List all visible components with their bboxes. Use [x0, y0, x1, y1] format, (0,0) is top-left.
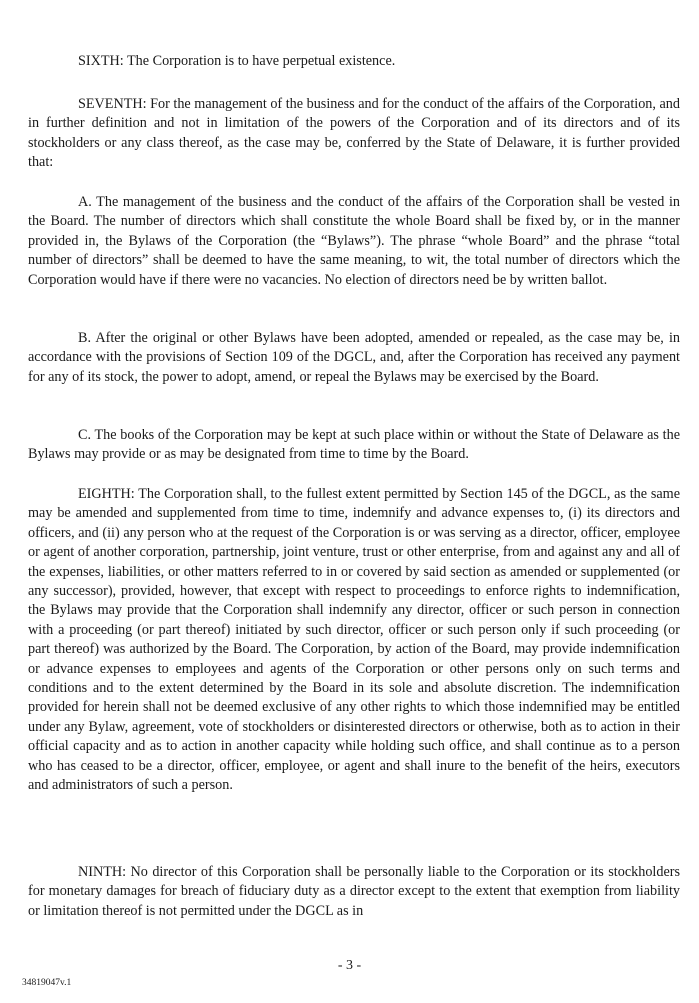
article-ninth-paragraph: NINTH: No director of this Corporation shall be personally liable to the Corporation or its stockholders for monetary damages for breach of fiduciary duty as a director except to the extent that exemption from liability or limitation thereof is not permitted under the DGCL as in — [28, 864, 680, 919]
page-number: - 3 - — [337, 958, 362, 973]
article-seventh-clause-a: A. The management of the business and the conduct of the affairs of the Corporation shall be vested in the Board. The number of directors which shall constitute the whole Board shall be fixed by, or in the manner provided in, the Bylaws of the Corporation (the “Bylaws”). The phrase “whole Board” and the phrase “total number of directors” shall be deemed to have the same meaning, to wit, the total number of directors which the Corporation would have if there were no vacancies. No election of directors need be by written ballot. — [28, 194, 680, 288]
article-sixth-paragraph: SIXTH: The Corporation is to have perpetual existence. — [78, 53, 396, 69]
article-seventh-clause-c: C. The books of the Corporation may be kept at such place within or without the State of Delaware as the Bylaws may provide or as may be designated from time to time by the Board. — [28, 427, 680, 463]
article-seventh-paragraph: SEVENTH: For the management of the business and for the conduct of the affairs of the Corporation, and in further definition and not in limitation of the powers of the Corporation and of its directors and of its stockholders or any class thereof, as the case may be, conferred by the State of Delaware, it is further provided that: — [28, 96, 680, 171]
document-id: 34819047v.1 — [22, 978, 72, 988]
article-seventh-clause-b: B. After the original or other Bylaws have been adopted, amended or repealed, as the case may be, in accordance with the provisions of Section 109 of the DGCL, and, after the Corporation has received any payment for any of its stock, the power to adopt, amend, or repeal the Bylaws may be exercised by the Board. — [28, 330, 680, 385]
article-eighth-paragraph: EIGHTH: The Corporation shall, to the fullest extent permitted by Section 145 of the DGCL, as the same may be amended and supplemented from time to time, indemnify and advance expenses to, (i) its directors and officers, and (ii) any person who at the request of the Corporation is or was serving as a director, officer, employee or agent of another corporation, partnership, joint venture, trust or other enterprise, from and against any and all of the expenses, liabilities, or other matters referred to in or covered by said section as amended or supplemented (or any successor), provided, however, that except with respect to proceedings to enforce rights to indemnification, the Bylaws may provide that the Corporation shall indemnify any director, officer or such person in connection with a proceeding (or part thereof) initiated by such director, officer or such person only if such proceeding (or part thereof) was authorized by the Board. The Corporation, by action of the Board, may provide indemnification or advance expenses to employees and agents of the Corporation or other persons only on such terms and conditions and to the extent determined by the Board in its sole and absolute discretion. The indemnification provided for herein shall not be deemed exclusive of any other rights to which those indemnified may be entitled under any Bylaw, agreement, vote of stockholders or disinterested directors or otherwise, both as to action in their official capacity and as to action in another capacity while holding such office, and shall continue as to a person who has ceased to be a director, officer, employee, or agent and shall inure to the benefit of the heirs, executors and administrators of such a person. — [28, 486, 680, 794]
